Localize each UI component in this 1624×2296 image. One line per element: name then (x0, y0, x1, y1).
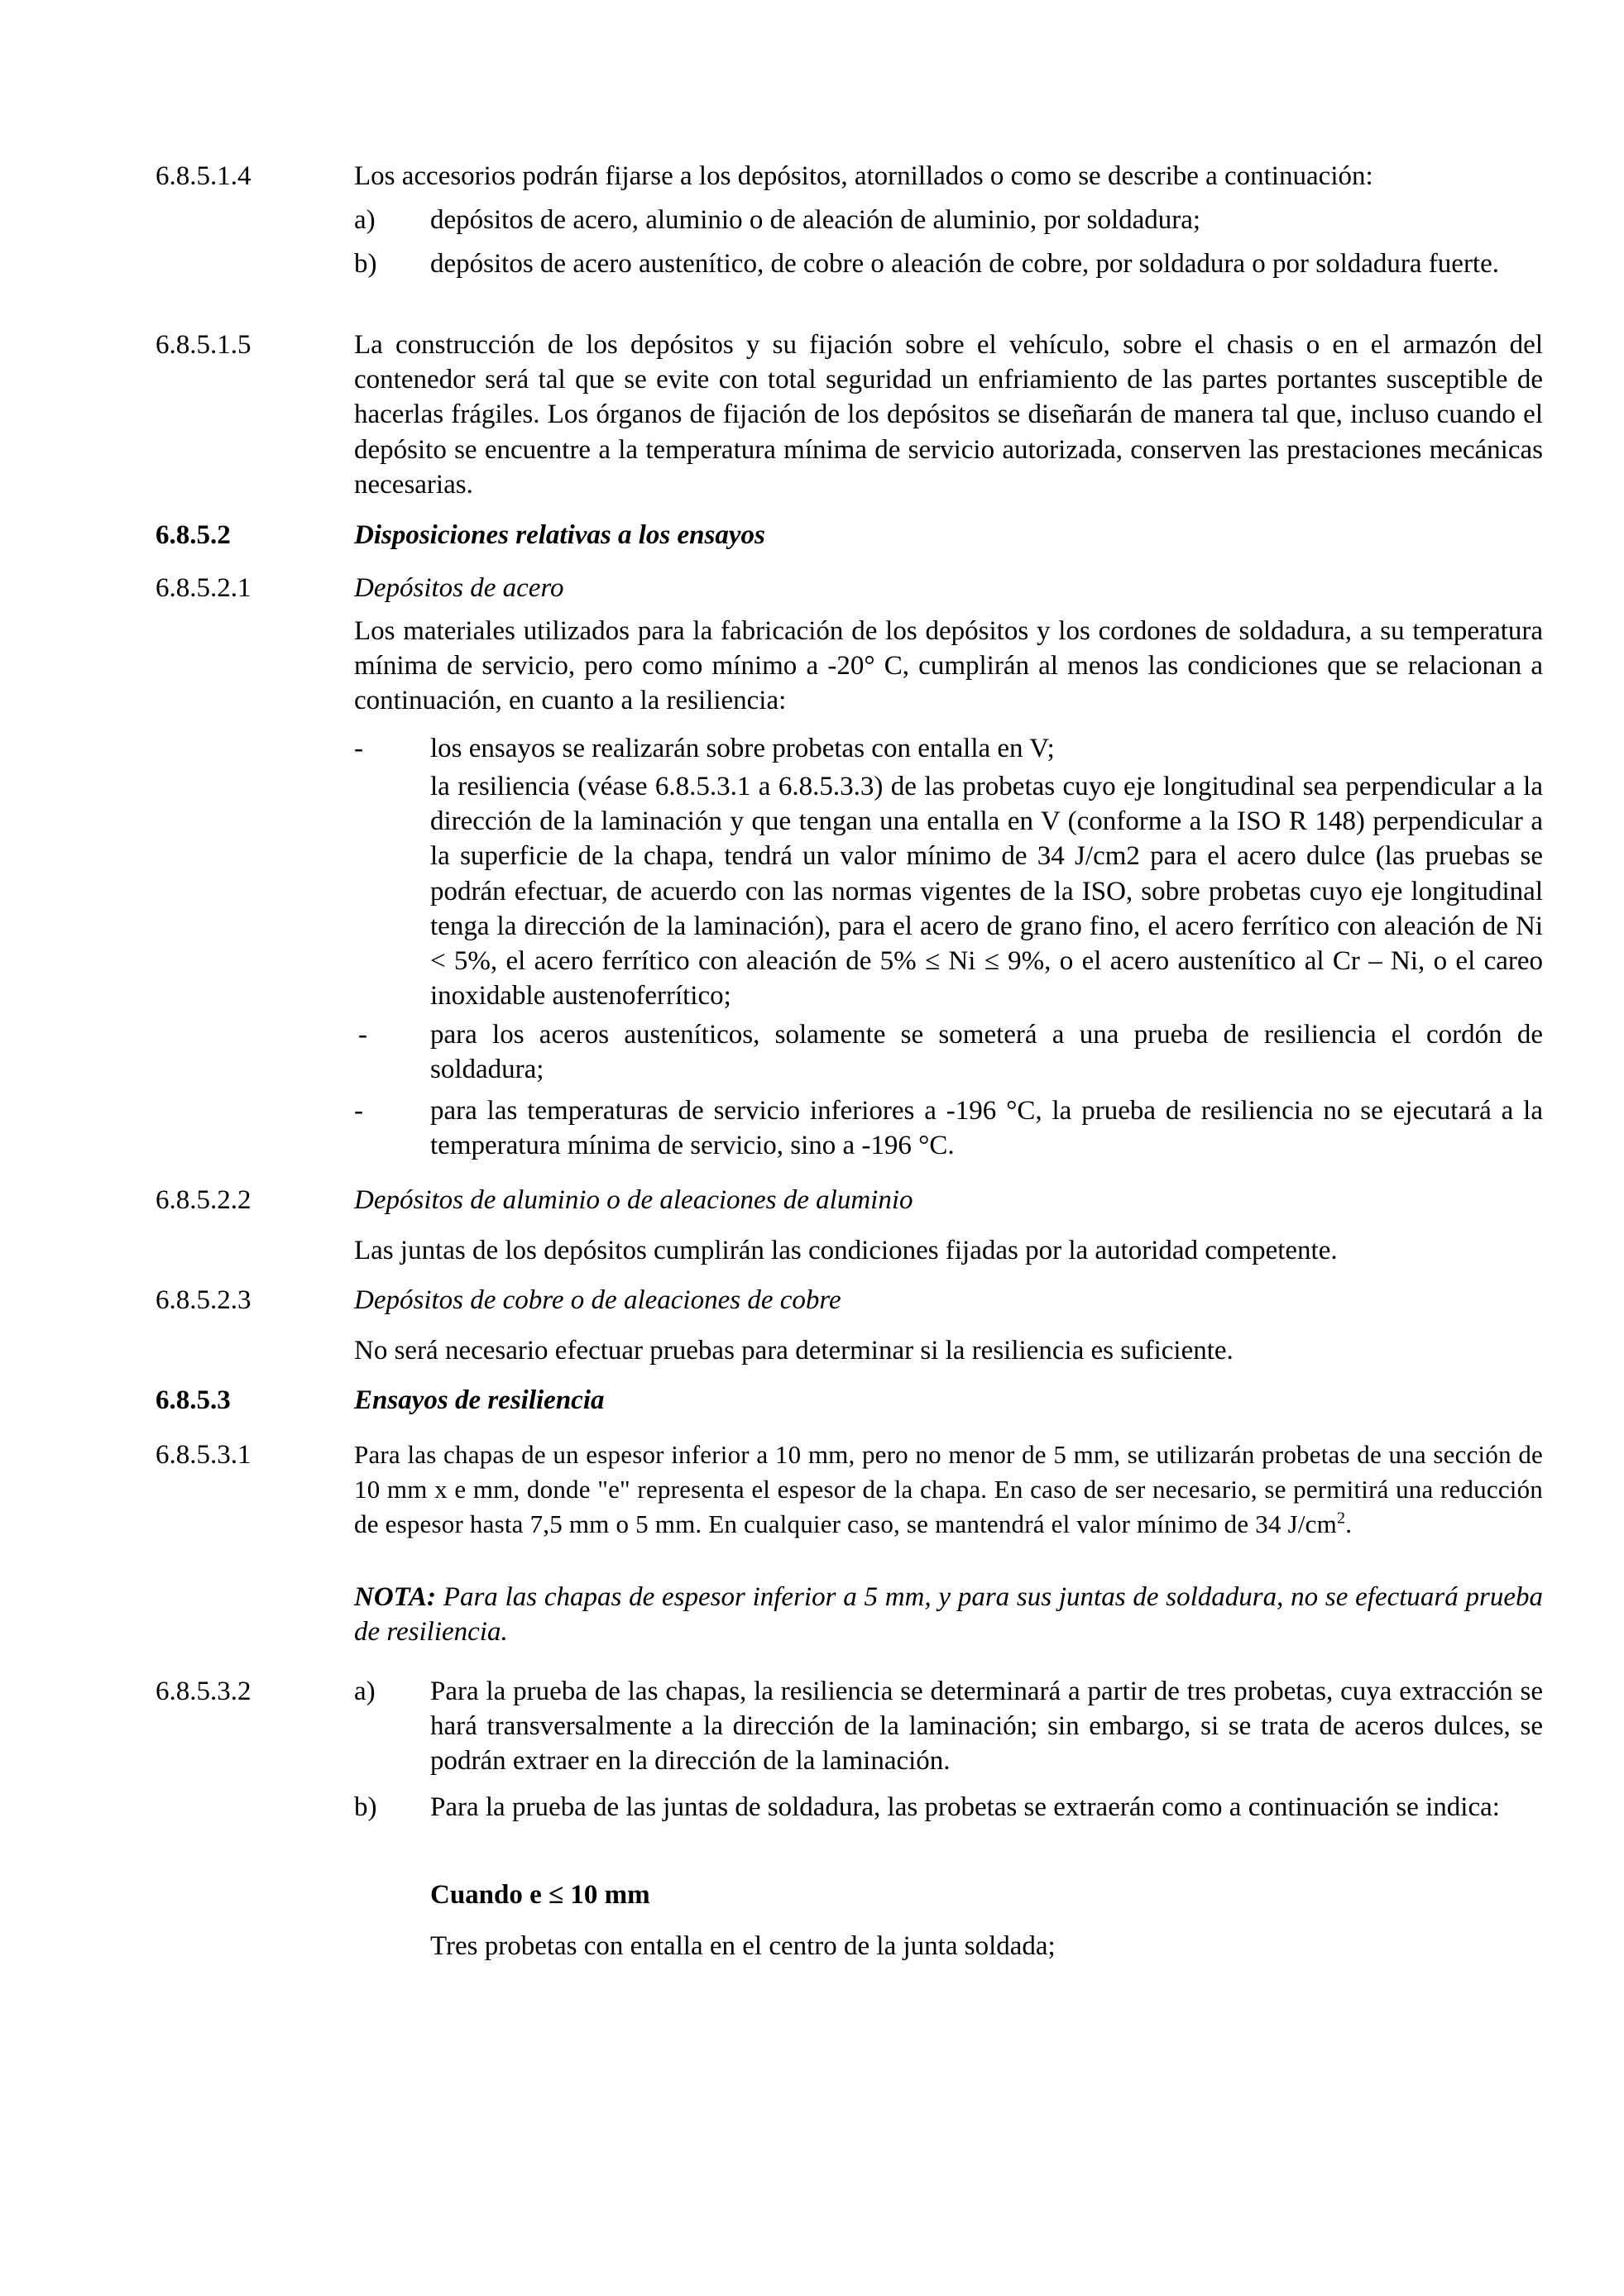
section-number: 6.8.5.2.2 (156, 1185, 252, 1215)
section-number: 6.8.5.3.2 (156, 1677, 252, 1706)
paragraph: Las juntas de los depósitos cumplirán las condiciones fijadas por la autoridad competente. (354, 1236, 1338, 1265)
paragraph: Tres probetas con entalla en el centro de la junta soldada; (430, 1931, 1056, 1961)
section-number: 6.8.5.1.4 (156, 161, 252, 191)
list-label: b) (354, 1792, 377, 1822)
paragraph-text: Para las chapas de un espesor inferior a 10 mm, pero no menor de 5 mm, se utilizarán probetas de una sección de 10 mm x e mm, donde "e" representa el espesor de la chapa. En caso de ser necesario, se permitirá una reducción de espesor hasta 7,5 mm o 5 mm. En cualquier caso, se mantendrá el valor mínimo de 34 J/cm (354, 1440, 1543, 1539)
note-text: Para las chapas de espesor inferior a 5 mm, y para sus juntas de soldadura, no se efectuará prueba de resiliencia. (354, 1582, 1544, 1648)
subsection-heading: Depósitos de aluminio o de aleaciones de aluminio (354, 1185, 913, 1215)
condition-heading: Cuando e ≤ 10 mm (430, 1880, 650, 1910)
section-number: 6.8.5.1.5 (156, 330, 252, 360)
paragraph: Los accesorios podrán fijarse a los depósitos, atornillados o como se describe a continuación: (354, 161, 1373, 191)
list-item-text: depósitos de acero austenítico, de cobre o aleación de cobre, por soldadura o por soldadura fuerte. (430, 249, 1499, 279)
note (354, 1580, 1543, 1649)
list-label: a) (354, 1677, 376, 1706)
section-heading: Ensayos de resiliencia (354, 1385, 605, 1415)
subsection-heading: Depósitos de cobre o de aleaciones de cobre (354, 1285, 841, 1315)
list-dash: - (354, 1096, 363, 1126)
paragraph: la resiliencia (véase 6.8.5.3.1 a 6.8.5.3.3) de las probetas cuyo eje longitudinal sea perpendicular a la dirección de la laminación y que tengan una entalla en V (conforme a la ISO R 148) perpendicular a la superficie de la chapa, tendrá un valor mínimo de 34 J/cm2 para el acero dulce (las pruebas se podrán efectuar, de acuerdo con las normas vigentes de la ISO, sobre probetas cuyo eje longitudinal tenga la dirección de la laminación), para el acero de grano fino, el acero ferrítico con aleación de Ni < 5%, el acero ferrítico con aleación de 5% ≤ Ni ≤ 9%, o el acero austenítico al Cr – Ni, o el careo inoxidable austenoferrítico; (430, 772, 1543, 1012)
list-dash: - (354, 734, 363, 763)
section-number: 6.8.5.3.1 (156, 1440, 252, 1470)
section-number: 6.8.5.2.3 (156, 1285, 252, 1315)
superscript: 2 (1336, 1509, 1346, 1528)
list-item-text: para las temperaturas de servicio inferiores a -196 °C, la prueba de resiliencia no se ejecutará a la temperatura mínima de servicio, sino a -196 °C. (430, 1096, 1543, 1161)
section-heading: Disposiciones relativas a los ensayos (354, 520, 765, 550)
list-label: a) (354, 205, 376, 235)
paragraph-end: . (1345, 1509, 1353, 1539)
list-item-text: depósitos de acero, aluminio o de aleación de aluminio, por soldadura; (430, 205, 1201, 235)
paragraph (354, 1437, 1543, 1542)
list-dash: - (358, 1020, 367, 1050)
list-label: b) (354, 249, 377, 279)
paragraph: Los materiales utilizados para la fabricación de los depósitos y los cordones de soldadura, a su temperatura mínima de servicio, pero como mínimo a -20° C, cumplirán al menos las condiciones que se relacionan a continuación, en cuanto a la resiliencia: (354, 616, 1543, 716)
list-item-text: Para la prueba de las chapas, la resiliencia se determinará a partir de tres probetas, cuya extracción se hará transversalmente a la dirección de la laminación; sin embargo, si se trata de aceros dulces, se podrán extraer en la dirección de la laminación. (430, 1677, 1543, 1777)
list-item-text: los ensayos se realizarán sobre probetas con entalla en V; (430, 734, 1055, 763)
list-item-text: para los aceros austeníticos, solamente se someterá a una prueba de resiliencia el cordón de soldadura; (430, 1020, 1543, 1085)
subsection-heading: Depósitos de acero (354, 573, 564, 603)
note-label: NOTA: (354, 1582, 436, 1612)
section-number: 6.8.5.3 (156, 1385, 231, 1415)
list-item-text: Para la prueba de las juntas de soldadura, las probetas se extraerán como a continuación se indica: (430, 1792, 1500, 1822)
section-number: 6.8.5.2 (156, 520, 231, 550)
section-number: 6.8.5.2.1 (156, 573, 252, 603)
paragraph: La construcción de los depósitos y su fijación sobre el vehículo, sobre el chasis o en el armazón del contenedor será tal que se evite con total seguridad un enfriamiento de las partes portantes susceptible de hacerlas frágiles. Los órganos de fijación de los depósitos se diseñarán de manera tal que, incluso cuando el depósito se encuentre a la temperatura mínima de servicio autorizada, conserven las prestaciones mecánicas necesarias. (354, 330, 1543, 500)
paragraph: No será necesario efectuar pruebas para determinar si la resiliencia es suficiente. (354, 1336, 1234, 1366)
